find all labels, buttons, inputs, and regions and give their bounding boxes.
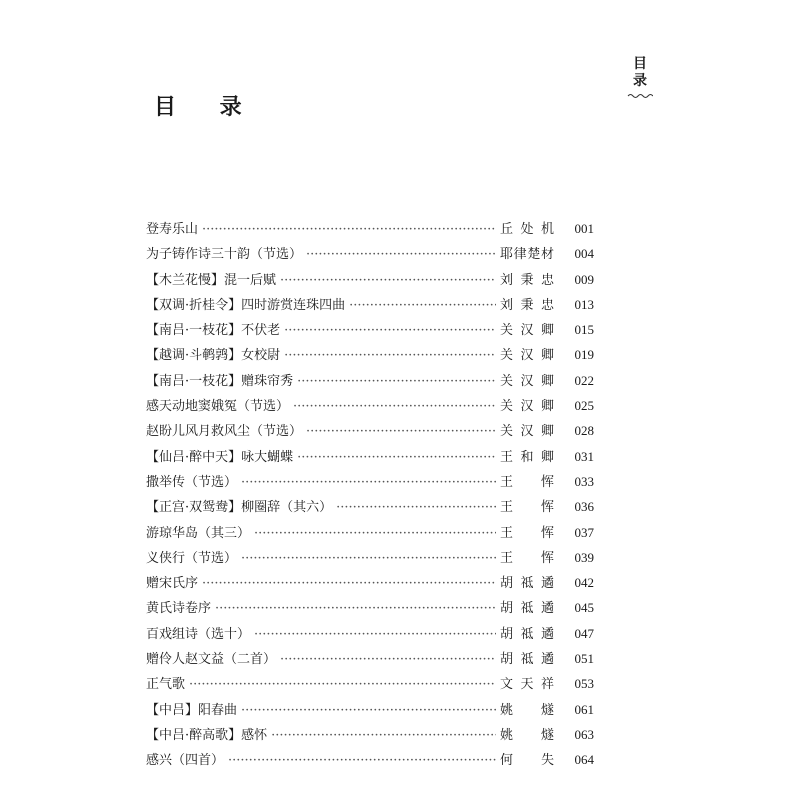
toc-entry-page-number: 063 [574, 726, 594, 742]
toc-entry-author: 关汉卿 [500, 348, 554, 364]
toc-entry-title: 【南吕·一枝花】赠珠帘秀 [146, 373, 294, 389]
toc-entry-title: 登寿乐山 [146, 222, 199, 237]
toc-entry[interactable] [146, 749, 594, 774]
toc-entry-page-number: 042 [574, 575, 594, 591]
toc-entry-title: 赵盼儿风月救风尘（节选） [146, 424, 303, 440]
toc-entry-page-number: 019 [574, 347, 594, 363]
dot-leader [254, 627, 496, 642]
toc-entry-title: 百戏组诗（选十） [146, 626, 251, 642]
toc-entry-title: 感天动地窦娥冤（节选） [146, 399, 290, 415]
side-tab-char-2: 录 [633, 73, 647, 89]
toc-entry-author: 刘秉忠 [500, 297, 554, 313]
toc-entry-page-number: 037 [574, 524, 594, 540]
toc-entry-title: 撒举传（节选） [146, 474, 238, 490]
toc-entry[interactable] [146, 319, 594, 344]
toc-entry[interactable] [146, 446, 594, 471]
toc-entry-author: 王 恽 [500, 474, 554, 490]
dot-leader [336, 500, 496, 515]
dot-leader [297, 450, 496, 465]
toc-entry-title: 【中吕】阳春曲 [146, 702, 238, 718]
toc-entry[interactable] [146, 496, 594, 521]
toc-entry-page-number: 051 [574, 651, 594, 667]
dot-leader [306, 424, 496, 439]
toc-entry-author: 胡祗遹 [500, 601, 554, 617]
wave-ornament-icon [627, 92, 653, 100]
toc-entry-page-number: 022 [574, 372, 594, 388]
toc-entry-page-number: 061 [574, 701, 594, 717]
toc-entry-page-number: 047 [574, 625, 594, 641]
toc-entry-page-number: 053 [574, 676, 594, 692]
toc-entry[interactable] [146, 370, 594, 395]
toc-entry-author: 王 恽 [500, 525, 554, 541]
toc-entry-page-number: 036 [574, 499, 594, 515]
toc-entry[interactable] [146, 395, 594, 420]
toc-entry[interactable] [146, 294, 594, 319]
toc-entry-title: 黄氏诗卷序 [146, 601, 212, 617]
toc-entry[interactable] [146, 218, 594, 243]
dot-leader [241, 551, 496, 566]
dot-leader [215, 601, 496, 616]
toc-entry[interactable] [146, 420, 594, 445]
toc-entry-author: 关汉卿 [500, 323, 554, 339]
toc-entry-title: 【木兰花慢】混一后赋 [146, 272, 277, 288]
toc-entry-title: 【双调·折桂令】四时游赏连珠四曲 [146, 297, 346, 313]
dot-leader [241, 475, 496, 490]
toc-entry-author: 何 失 [500, 753, 554, 769]
toc-entry-author: 胡祗遹 [500, 652, 554, 668]
toc-entry[interactable] [146, 344, 594, 369]
side-tab-char-1: 目 [633, 56, 647, 72]
toc-entry-title: 赠伶人赵文益（二首） [146, 652, 277, 668]
toc-entry[interactable] [146, 572, 594, 597]
toc-entry[interactable] [146, 724, 594, 749]
toc-entry-page-number: 015 [574, 322, 594, 338]
page-title: 目 录 [154, 94, 260, 120]
toc-entry[interactable] [146, 522, 594, 547]
dot-leader [202, 222, 496, 237]
toc-entry[interactable] [146, 243, 594, 268]
dot-leader [306, 247, 496, 262]
toc-entry-page-number: 009 [574, 271, 594, 287]
dot-leader [284, 323, 496, 338]
toc-entry-author: 胡祗遹 [500, 576, 554, 592]
toc-entry-title: 感兴（四首） [146, 753, 225, 769]
dot-leader [280, 652, 496, 667]
toc-entry-title: 【中吕·醉高歌】感怀 [146, 727, 268, 743]
toc-entry[interactable] [146, 648, 594, 673]
dot-leader [349, 298, 496, 313]
toc-entry-title: 正气歌 [146, 677, 186, 693]
dot-leader [284, 348, 496, 363]
table-of-contents [146, 218, 594, 775]
toc-entry[interactable] [146, 623, 594, 648]
dot-leader [271, 728, 496, 743]
toc-entry-title: 【仙吕·醉中天】咏大蝴蝶 [146, 449, 294, 465]
toc-entry[interactable] [146, 471, 594, 496]
toc-entry-author: 关汉卿 [500, 373, 554, 389]
toc-entry[interactable] [146, 699, 594, 724]
toc-entry-page-number: 045 [574, 600, 594, 616]
dot-leader [297, 374, 496, 389]
toc-entry-page-number: 004 [574, 246, 594, 262]
dot-leader [202, 576, 496, 591]
toc-entry-title: 游琼华岛（其三） [146, 525, 251, 541]
dot-leader [254, 526, 496, 541]
toc-entry-title: 【南吕·一枝花】不伏老 [146, 323, 281, 339]
toc-entry-page-number: 001 [574, 221, 594, 236]
toc-entry-title: 【正宫·双鸳鸯】柳圈辞（其六） [146, 500, 333, 516]
toc-entry-page-number: 028 [574, 423, 594, 439]
toc-entry-title: 为子铸作诗三十韵（节选） [146, 247, 303, 263]
dot-leader [228, 753, 496, 768]
toc-entry-title: 赠宋氏序 [146, 576, 199, 592]
toc-entry[interactable] [146, 269, 594, 294]
toc-entry-author: 姚 燧 [500, 727, 554, 743]
dot-leader [189, 677, 496, 692]
side-section-tab [628, 56, 652, 100]
toc-entry-author: 关汉卿 [500, 424, 554, 440]
toc-entry-title: 义侠行（节选） [146, 550, 238, 566]
toc-entry-page-number: 033 [574, 473, 594, 489]
toc-entry-author: 胡祗遹 [500, 626, 554, 642]
toc-entry-page-number: 039 [574, 549, 594, 565]
toc-entry-title: 【越调·斗鹌鹑】女校尉 [146, 348, 281, 364]
toc-entry[interactable] [146, 673, 594, 698]
toc-entry-author: 王 恽 [500, 500, 554, 516]
toc-entry-author: 耶律楚材 [500, 247, 554, 263]
toc-entry-author: 刘秉忠 [500, 272, 554, 288]
dot-leader [241, 703, 496, 718]
toc-entry-author: 王 恽 [500, 550, 554, 566]
toc-entry-author: 关汉卿 [500, 399, 554, 415]
toc-entry[interactable] [146, 547, 594, 572]
toc-entry-page-number: 031 [574, 448, 594, 464]
toc-entry-author: 王和卿 [500, 449, 554, 465]
toc-entry-page-number: 064 [574, 752, 594, 768]
toc-entry[interactable] [146, 597, 594, 622]
dot-leader [280, 273, 496, 288]
toc-entry-author: 丘处机 [500, 222, 554, 237]
toc-entry-author: 文天祥 [500, 677, 554, 693]
toc-entry-author: 姚 燧 [500, 702, 554, 718]
toc-entry-page-number: 025 [574, 398, 594, 414]
toc-entry-page-number: 013 [574, 296, 594, 312]
dot-leader [293, 399, 496, 414]
